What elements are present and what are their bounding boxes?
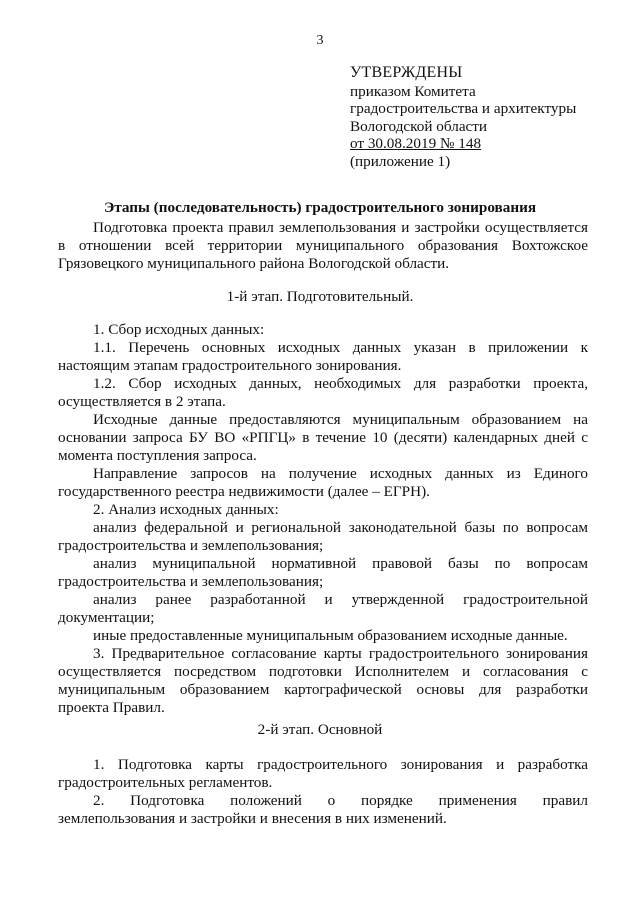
text-line: градостроительных регламентов. bbox=[58, 774, 273, 791]
intro-paragraph bbox=[58, 219, 588, 273]
text-line: градостроительства и землепользования; bbox=[58, 537, 324, 554]
text-line: государственного реестра недвижимости (далее – ЕГРН). bbox=[58, 483, 430, 500]
approval-appendix: (приложение 1) bbox=[350, 152, 451, 170]
text-line: основании запроса БУ ВО «РПГЦ» в течение 10 (десяти) календарных дней с bbox=[58, 429, 588, 446]
text-line: осуществляется в 2 этапа. bbox=[58, 393, 226, 410]
approval-line: Вологодской области bbox=[350, 117, 488, 135]
text-line: 3. Предварительное согласование карты градостроительного зонирования bbox=[93, 645, 588, 662]
text-line: муниципальным образованием картографической основы для разработки bbox=[58, 681, 588, 698]
text-line: Грязовецкого муниципального района Вологодской области. bbox=[58, 255, 450, 272]
text-line: Направление запросов на получение исходных данных из Единого bbox=[93, 465, 588, 482]
text-line: Подготовка проекта правил землепользования и застройки осуществляется bbox=[93, 219, 588, 236]
approval-order-number: от 30.08.2019 № 148 bbox=[350, 135, 482, 152]
text-line: землепользования и застройки и внесения в них изменений. bbox=[58, 810, 447, 827]
stage2-body bbox=[58, 756, 588, 792]
page-number: 3 bbox=[316, 33, 324, 48]
text-line: 2. Подготовка положений о порядке применения правил bbox=[93, 792, 588, 809]
text-line: 1. Подготовка карты градостроительного зонирования и разработка bbox=[93, 756, 588, 773]
text-line: анализ ранее разработанной и утвержденной градостроительной bbox=[93, 591, 588, 608]
text-line: документации; bbox=[58, 609, 155, 626]
stage2-body-2 bbox=[58, 792, 588, 828]
stage2-heading: 2-й этап. Основной bbox=[257, 721, 383, 738]
text-line: проекта Правил. bbox=[58, 699, 165, 716]
text-line: настоящим этапам градостроительного зонирования. bbox=[58, 357, 402, 374]
approval-line: градостроительства и архитектуры bbox=[350, 100, 577, 117]
text-line: 1.2. Сбор исходных данных, необходимых для разработки проекта, bbox=[93, 375, 588, 392]
approval-block bbox=[350, 64, 576, 170]
approval-heading: УТВЕРЖДЕНЫ bbox=[350, 64, 463, 81]
text-line: анализ федеральной и региональной законодательной базы по вопросам bbox=[93, 519, 588, 536]
text-line: анализ муниципальной нормативной правовой базы по вопросам bbox=[93, 555, 588, 572]
list-item: 1. Сбор исходных данных: bbox=[93, 321, 265, 338]
text-line: Исходные данные предоставляются муниципальным образованием на bbox=[93, 411, 588, 428]
list-item: 2. Анализ исходных данных: bbox=[93, 501, 279, 518]
text-line: осуществляется посредством подготовки Исполнителем и согласования с bbox=[58, 663, 588, 680]
text-line: градостроительства и землепользования; bbox=[58, 573, 324, 590]
text-line: иные предоставленные муниципальным образованием исходные данные. bbox=[93, 627, 568, 644]
text-line: момента поступления запроса. bbox=[58, 447, 257, 464]
text-line: 1.1. Перечень основных исходных данных указан в приложении к bbox=[93, 339, 588, 356]
text-line: в отношении всей территории муниципального образования Вохтожское bbox=[58, 237, 588, 254]
stage1-body bbox=[58, 321, 588, 717]
stage1-heading: 1-й этап. Подготовительный. bbox=[226, 288, 414, 305]
document-title: Этапы (последовательность) градостроительного зонирования bbox=[103, 199, 537, 216]
approval-line: приказом Комитета bbox=[350, 82, 476, 100]
